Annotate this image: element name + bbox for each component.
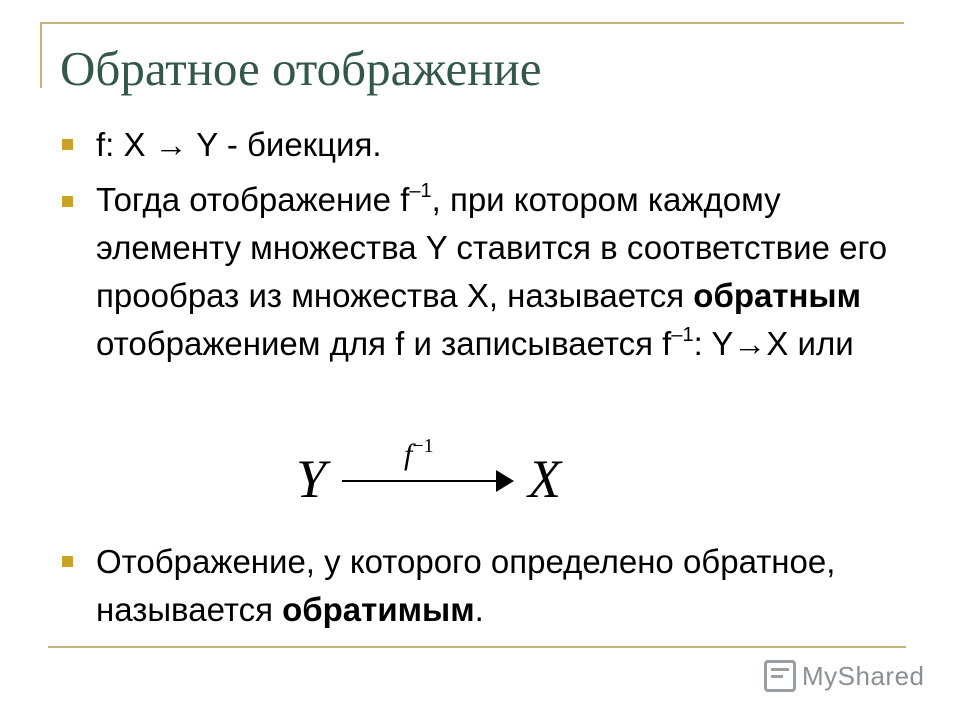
formula-domain: X [528, 449, 561, 509]
watermark-text: MyShared [802, 660, 925, 691]
frame-bottom-line [48, 646, 906, 648]
frame-left-line [40, 22, 42, 88]
slide-title: Обратное отображение [60, 41, 542, 96]
bullet-marker [62, 139, 73, 150]
bullet-text-1: f: X → Y - биекция. [96, 126, 382, 163]
myshared-watermark [764, 656, 925, 696]
frame-top-line [40, 22, 904, 24]
bullet-text-2: Тогда отображение $f^{-1}$, при котором каждому элементу множества Y ставится в соответствие его прообраз из множества X, называется обратным отображением для f и записывается $f^{-1}$: Y→X или [96, 180, 888, 362]
presentation-board-icon [764, 660, 796, 692]
formula-function-label: $f^{-1}$ [404, 435, 434, 471]
bullet-text-3: Отображение, у которого определено обратное, называется обратимым. [96, 543, 836, 628]
inverse-mapping-formula [296, 435, 586, 509]
arrow-head-icon [496, 470, 514, 492]
bullet-marker [62, 556, 73, 567]
bullet-marker [62, 196, 73, 207]
arrow-icon [342, 480, 508, 482]
formula-codomain: Y [296, 449, 327, 509]
